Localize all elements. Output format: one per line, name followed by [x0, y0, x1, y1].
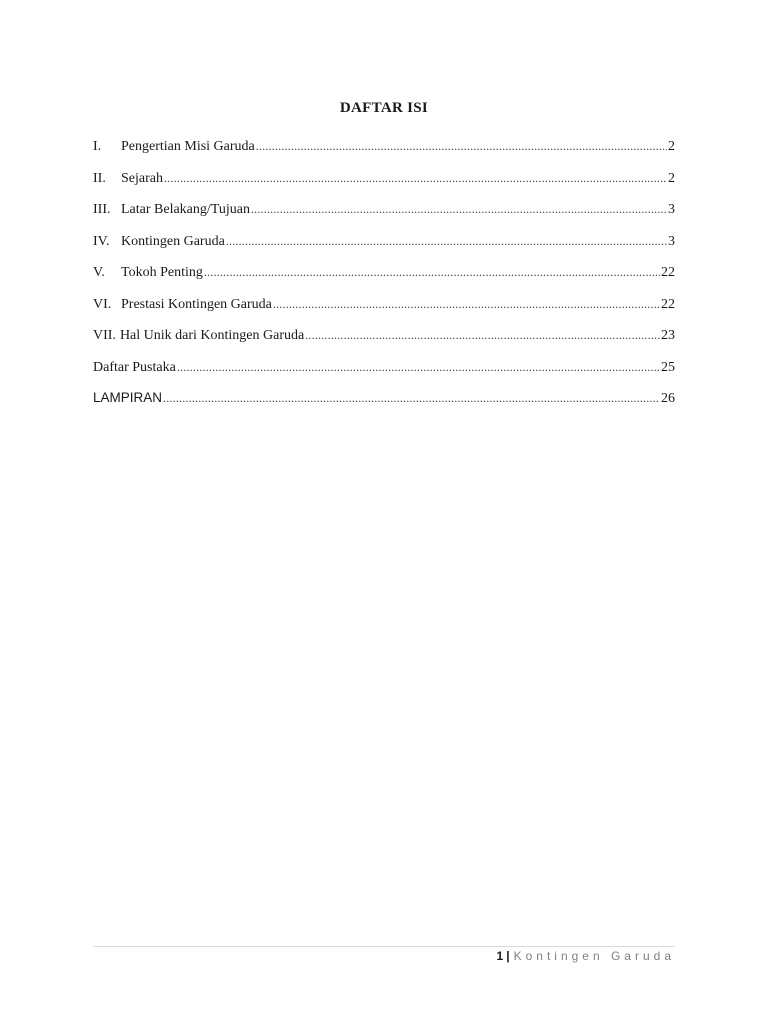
toc-entry-label: Hal Unik dari Kontingen Garuda: [119, 328, 305, 343]
toc-entry[interactable]: [93, 324, 675, 356]
toc-entry-number: VI.: [93, 296, 112, 312]
toc-entry[interactable]: [93, 356, 675, 388]
toc-entry-number: IV.: [93, 233, 110, 249]
toc-entry-label: Kontingen Garuda: [121, 233, 225, 249]
dot-leader: [305, 324, 660, 346]
toc-entry[interactable]: [93, 167, 675, 199]
toc-entry-page: 3: [668, 202, 675, 217]
dot-leader: [226, 230, 667, 252]
dot-leader: [251, 198, 667, 220]
dot-leader: [273, 293, 660, 315]
toc-entry-number: II.: [93, 170, 106, 186]
dot-leader: [204, 261, 660, 283]
toc-entry-page: 2: [668, 139, 675, 154]
table-of-contents: [93, 135, 675, 419]
toc-entry-page: 25: [661, 359, 675, 375]
dot-leader: [177, 356, 660, 378]
toc-entry-number: V.: [93, 265, 105, 280]
page-footer: [497, 947, 675, 965]
toc-entry-label: Tokoh Penting: [121, 265, 203, 280]
toc-entry-number: I.: [93, 139, 102, 154]
toc-entry-page: 26: [661, 391, 675, 406]
dot-leader: [256, 135, 667, 157]
toc-entry[interactable]: [93, 293, 675, 325]
footer-page-number: 1: [496, 949, 504, 963]
toc-entry-page: 2: [668, 170, 675, 186]
toc-entry[interactable]: [93, 230, 675, 262]
toc-entry[interactable]: [93, 198, 675, 230]
toc-entry[interactable]: [93, 387, 675, 419]
toc-entry-label: LAMPIRAN: [93, 390, 163, 405]
toc-entry-label: Daftar Pustaka: [93, 359, 176, 375]
toc-entry[interactable]: [93, 135, 675, 167]
toc-entry-number: III.: [93, 202, 111, 217]
toc-entry-label: Sejarah: [121, 170, 163, 186]
footer-document-title: Kontingen Garuda: [513, 949, 675, 963]
toc-entry-number: VII.: [93, 328, 116, 343]
toc-entry-label: Pengertian Misi Garuda: [121, 139, 255, 154]
toc-entry[interactable]: [93, 261, 675, 293]
page-title: DAFTAR ISI: [339, 100, 429, 116]
toc-entry-label: Prestasi Kontingen Garuda: [121, 296, 272, 312]
toc-entry-page: 3: [668, 233, 675, 249]
dot-leader: [163, 387, 660, 409]
dot-leader: [164, 167, 667, 189]
footer-separator: |: [506, 949, 510, 963]
toc-entry-label: Latar Belakang/Tujuan: [121, 202, 250, 217]
toc-entry-page: 22: [661, 296, 675, 312]
toc-entry-page: 22: [661, 265, 675, 280]
toc-entry-page: 23: [661, 328, 675, 343]
